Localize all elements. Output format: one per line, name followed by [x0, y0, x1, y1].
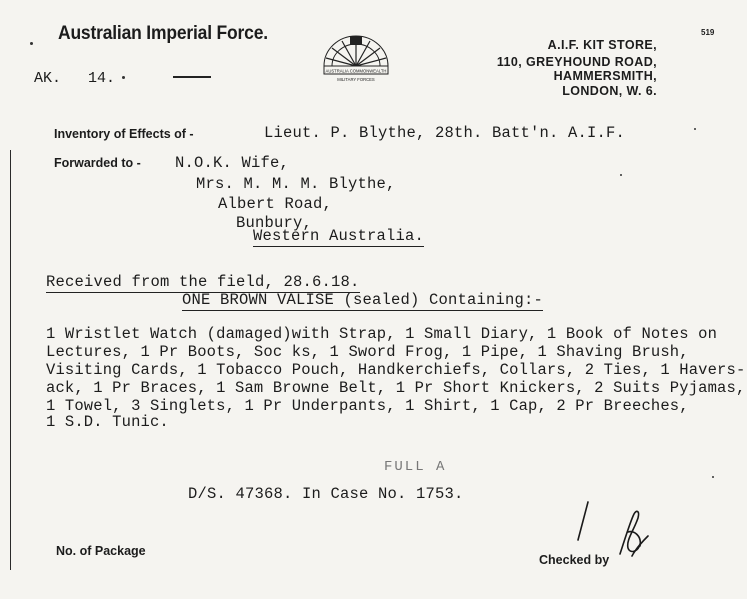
- speck: [30, 42, 33, 45]
- container-line: ONE BROWN VALISE (sealed) Containing:-: [182, 291, 544, 309]
- forwarded-line-3: Albert Road,: [218, 195, 333, 213]
- contents-line-3: Visiting Cards, 1 Tobacco Pouch, Handkerchiefs, Collars, 2 Ties, 1 Havers-: [46, 361, 746, 379]
- forwarded-line-5: Western Australia.: [253, 227, 425, 245]
- checked-by-label: Checked by: [539, 553, 610, 567]
- received-line: Received from the field, 28.6.18.: [46, 273, 360, 291]
- contents-line-4: ack, 1 Pr Braces, 1 Sam Browne Belt, 1 Pr Short Knickers, 2 Suits Pyjamas,: [46, 379, 746, 397]
- contents-line-1: 1 Wristlet Watch (damaged)with Strap, 1 Small Diary, 1 Book of Notes on: [46, 325, 718, 343]
- reference-number: [34, 70, 115, 87]
- contents-line-5: 1 Towel, 3 Singlets, 1 Pr Underpants, 1 Shirt, 1 Cap, 2 Pr Breeches,: [46, 397, 689, 415]
- badge-text-bottom: MILITARY FORCES: [337, 77, 375, 82]
- badge-text-top: AUSTRALIA COMMONWEALTH: [325, 68, 387, 74]
- reference-value: 14.: [88, 70, 116, 87]
- org-title: Australian Imperial Force.: [58, 23, 268, 44]
- speck: [122, 76, 125, 79]
- inventory-label: Inventory of Effects of -: [54, 127, 194, 141]
- address-line-4: LONDON, W. 6.: [562, 84, 657, 98]
- reference-dash: [173, 76, 211, 78]
- speck: [620, 174, 622, 176]
- inventory-value: Lieut. P. Blythe, 28th. Batt'n. A.I.F.: [264, 124, 626, 142]
- case-number: D/S. 47368. In Case No. 1753.: [188, 485, 464, 503]
- speck: [712, 476, 714, 478]
- address-line-1: A.I.F. KIT STORE,: [547, 38, 657, 52]
- form-number: 519: [701, 28, 715, 37]
- address-line-3: HAMMERSMITH,: [553, 69, 657, 83]
- address-line-2: 110, GREYHOUND ROAD,: [496, 55, 657, 69]
- speck: [694, 128, 696, 130]
- forwarded-line-4: Bunbury,: [236, 214, 313, 232]
- contents-line-6: 1 S.D. Tunic.: [46, 413, 169, 431]
- signature-mark: [548, 492, 678, 572]
- contents-line-2: Lectures, 1 Pr Boots, Soc ks, 1 Sword Frog, 1 Pipe, 1 Shaving Brush,: [46, 343, 689, 361]
- left-margin-line: [10, 150, 11, 570]
- rising-sun-badge-icon: [318, 32, 394, 84]
- reference-prefix: AK.: [34, 70, 62, 87]
- forwarded-label: Forwarded to -: [54, 156, 141, 170]
- forwarded-line-1: N.O.K. Wife,: [175, 154, 290, 172]
- forwarded-line-2: Mrs. M. M. M. Blythe,: [196, 175, 396, 193]
- faint-stamp: FULL A: [384, 459, 447, 475]
- package-label: No. of Package: [56, 544, 146, 558]
